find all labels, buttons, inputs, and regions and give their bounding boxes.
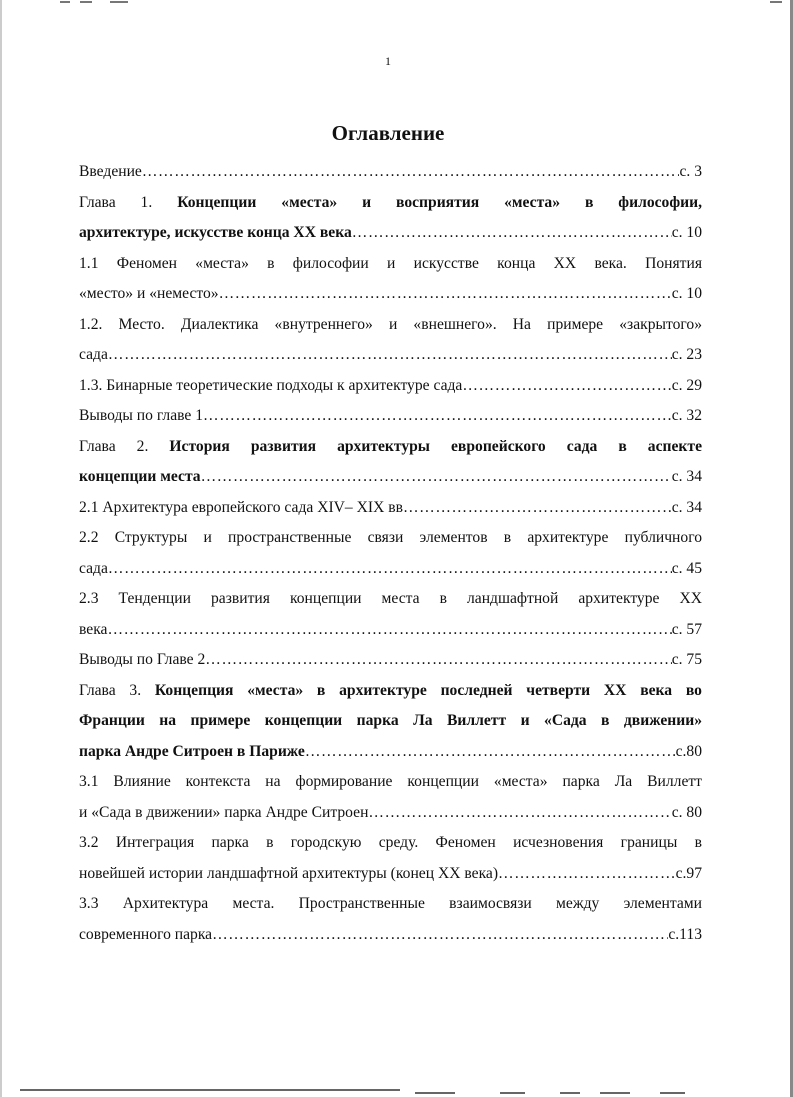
toc-entry-text: Выводы по главе 1 <box>79 407 204 424</box>
toc-entry-page: с. 32 <box>671 407 702 424</box>
toc-entry-line <box>79 310 702 341</box>
toc-entry-text: 3.2 Интеграция парка в городскую среду. Феномен исчезновения границы в <box>79 834 702 851</box>
toc-entry-line <box>79 828 702 859</box>
scan-artifact-top <box>0 0 793 5</box>
toc-entry-last-line <box>79 920 702 951</box>
toc-entry-text: и «Сада в движении» парка Андре Ситроен <box>79 803 369 821</box>
toc-entry <box>79 371 702 402</box>
toc-entry <box>79 645 702 676</box>
dot-leader <box>462 371 671 402</box>
toc-entry-page: с.80 <box>675 742 702 760</box>
toc-entry-text: «место» и «неместо» <box>79 285 219 302</box>
dot-leader <box>498 859 676 890</box>
toc-entry-page: с.97 <box>675 864 702 882</box>
toc-entry-text: 3.1 Влияние контекста на формирование концепции «места» парка Ла Виллетт <box>79 773 702 790</box>
toc-entry-last-line <box>79 401 702 432</box>
toc-entry-text: Франции на примере концепции парка Ла Виллетт и «Сада в движении» <box>79 712 702 729</box>
toc-entry-text: 3.3 Архитектура места. Пространственные взаимосвязи между элементами <box>79 895 702 912</box>
page-title: Оглавление <box>331 121 445 145</box>
dot-leader <box>142 157 680 188</box>
toc-entry-line <box>79 584 702 615</box>
toc-entry-page: с. 23 <box>671 346 702 363</box>
toc-entry <box>79 523 702 584</box>
dot-leader <box>108 340 672 371</box>
toc-entry <box>79 493 702 524</box>
toc-entry-page: с. 10 <box>671 285 702 302</box>
toc-entry-line <box>79 188 702 219</box>
toc-entry <box>79 401 702 432</box>
toc-entry-text: Концепция «места» в архитектуре последней четверти XX века во <box>154 681 702 699</box>
scan-edge-left <box>0 0 2 1097</box>
toc-entry <box>79 889 702 950</box>
toc-entry <box>79 676 702 768</box>
dot-leader <box>107 615 671 646</box>
toc-entry-page: с. 75 <box>671 651 702 668</box>
toc-entry-text: 2.2 Структуры и пространственные связи элементов в архитектуре публичного <box>79 529 702 546</box>
toc-entry-page: с. 80 <box>671 803 702 821</box>
toc-entry <box>79 157 702 188</box>
toc-entry-last-line <box>79 615 702 646</box>
toc-entry-page: с. 34 <box>671 468 702 485</box>
toc-entry-line <box>79 676 702 707</box>
toc-entry-last-line <box>79 371 702 402</box>
toc-entry-text: История развития архитектуры европейского сада в аспекте <box>169 437 702 455</box>
dot-leader <box>403 493 672 524</box>
toc-entry-last-line <box>79 218 702 249</box>
toc-entry-prefix: Глава 1. <box>79 193 178 211</box>
toc-entry-text: века <box>79 620 108 638</box>
toc-entry-page: с. 34 <box>671 498 702 516</box>
dot-leader <box>368 798 671 829</box>
toc-entry-text: Введение <box>79 163 142 180</box>
toc-entry-text: новейшей истории ландшафтной архитектуры (конец XX века) <box>79 864 499 882</box>
toc-entry-text: современного парка <box>79 925 213 943</box>
toc-entry <box>79 828 702 889</box>
dot-leader <box>201 462 672 493</box>
toc-entry-last-line <box>79 340 702 371</box>
toc-entry-last-line <box>79 645 702 676</box>
dot-leader <box>203 401 672 432</box>
toc-entry-text: Выводы по Главе 2 <box>79 651 206 668</box>
toc-entry-text: 2.3 Тенденции развития концепции места в ландшафтной архитектуре XX <box>79 590 702 607</box>
toc-entry-text: Концепции «места» и восприятия «места» в философии, <box>177 193 702 211</box>
dot-leader <box>212 920 668 951</box>
toc-entry-prefix: Глава 3. <box>79 681 155 699</box>
table-of-contents <box>79 157 702 950</box>
toc-entry-text: 2.1 Архитектура европейского сада XIV– XIX вв <box>79 498 403 516</box>
toc-entry-text: концепции места <box>79 468 201 485</box>
toc-entry-line <box>79 432 702 463</box>
toc-entry-last-line <box>79 554 702 585</box>
dot-leader <box>205 645 671 676</box>
dot-leader <box>352 218 672 249</box>
toc-entry-last-line <box>79 859 702 890</box>
toc-entry-text: парка Андре Ситроен в Париже <box>79 742 305 760</box>
toc-entry-text: сада <box>79 559 108 577</box>
toc-entry-page: с.113 <box>668 925 702 943</box>
toc-entry <box>79 188 702 249</box>
page-number: 1 <box>385 54 391 68</box>
toc-entry-line <box>79 767 702 798</box>
toc-entry-last-line <box>79 798 702 829</box>
toc-entry-page: с. 45 <box>671 559 702 577</box>
toc-entry-text: 1.3. Бинарные теоретические подходы к архитектуре сада <box>79 376 463 394</box>
dot-leader <box>108 554 672 585</box>
toc-entry-line <box>79 523 702 554</box>
toc-entry-page: с. 57 <box>671 620 702 638</box>
toc-entry <box>79 584 702 645</box>
toc-entry-page: с. 3 <box>679 163 702 180</box>
toc-entry-text: 1.2. Место. Диалектика «внутреннего» и «внешнего». На примере «закрытого» <box>79 315 702 333</box>
toc-entry-last-line <box>79 157 702 188</box>
toc-entry <box>79 249 702 310</box>
toc-entry <box>79 432 702 493</box>
toc-entry-last-line <box>79 493 702 524</box>
toc-entry-line <box>79 889 702 920</box>
toc-entry-text: сада <box>79 346 108 363</box>
toc-entry-line <box>79 706 702 737</box>
toc-entry-last-line <box>79 462 702 493</box>
toc-entry-text: 1.1 Феномен «места» в философии и искусстве конца XX века. Понятия <box>79 254 702 272</box>
toc-entry-page: с. 10 <box>671 224 702 241</box>
toc-entry-text: архитектуре, искусстве конца XX века <box>79 224 352 241</box>
toc-entry-last-line <box>79 737 702 768</box>
scan-artifact-bottom <box>0 1087 793 1097</box>
toc-entry-last-line <box>79 279 702 310</box>
dot-leader <box>305 737 676 768</box>
toc-entry <box>79 767 702 828</box>
toc-entry-line <box>79 249 702 280</box>
toc-entry <box>79 310 702 371</box>
toc-entry-page: с. 29 <box>671 376 702 394</box>
toc-entry-prefix: Глава 2. <box>79 437 170 455</box>
dot-leader <box>219 279 672 310</box>
